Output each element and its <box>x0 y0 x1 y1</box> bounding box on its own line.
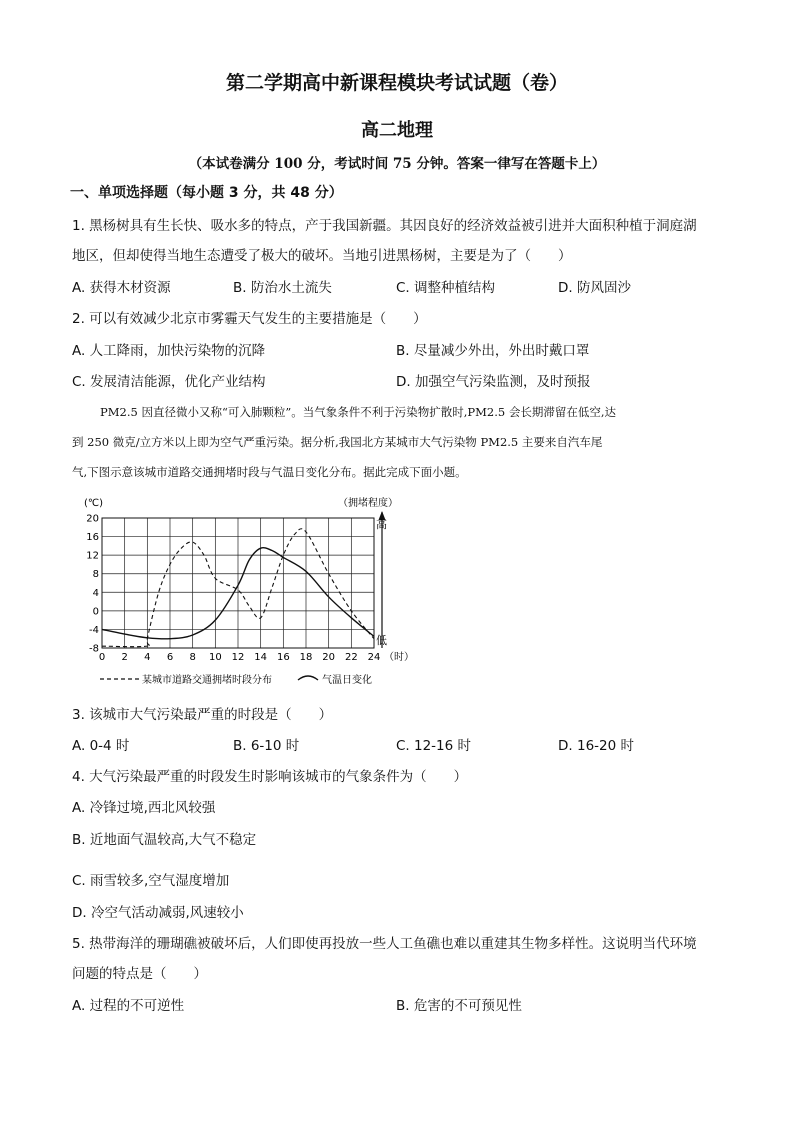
q4-option-c: C. 雨雪较多,空气湿度增加 <box>72 873 230 889</box>
passage-line2: 到 250 微克/立方米以上即为空气严重污染。据分析,我国北方某城市大气污染物 PM2.5 主要来自汽车尾 <box>72 435 603 449</box>
exam-title: 第二学期高中新课程模块考试试题（卷） <box>225 72 568 94</box>
q3-option-d: D. 16-20 时 <box>558 738 634 754</box>
x-tick-label: 10 <box>208 652 222 663</box>
q2-option-b: B. 尽量减少外出，外出时戴口罩 <box>396 343 590 359</box>
y-tick-label: 4 <box>92 587 99 599</box>
q1-option-b: B. 防治水土流失 <box>233 280 332 296</box>
legend-solid-line <box>298 676 318 680</box>
q4-option-a: A. 冷锋过境,西北风较强 <box>72 800 216 816</box>
q5-stem-line2: 问题的特点是（ ） <box>72 966 207 982</box>
q3-option-b: B. 6-10 时 <box>233 738 300 754</box>
y-tick-label: 8 <box>92 569 99 581</box>
q4-stem: 4. 大气污染最严重的时段发生时影响该城市的气象条件为（ ） <box>72 769 468 785</box>
q1-stem-line1: 1. 黑杨树具有生长快、吸水多的特点，产于我国新疆。其因良好的经济效益被引进并大面积种植于洞庭湖 <box>72 218 697 234</box>
x-tick-label: 20 <box>322 652 336 663</box>
x-tick-label: 16 <box>276 652 290 663</box>
passage-line1: PM2.5 因直径微小又称“可入肺颗粒”。当气象条件不利于污染物扩散时,PM2.5 会长期滞留在低空,达 <box>100 405 616 419</box>
q4-option-b: B. 近地面气温较高,大气不稳定 <box>72 832 257 848</box>
q3-option-a: A. 0-4 时 <box>72 738 130 754</box>
q5-stem-line1: 5. 热带海洋的珊瑚礁被破坏后，人们即使再投放一些人工鱼礁也难以重建其生物多样性。这说明当代环境 <box>72 936 697 952</box>
x-tick-label: 8 <box>189 652 196 663</box>
x-tick-label: 2 <box>121 652 128 663</box>
q2-option-c: C. 发展清洁能源，优化产业结构 <box>72 374 266 390</box>
x-tick-label: 4 <box>144 652 151 663</box>
y-tick-label: -4 <box>89 624 99 636</box>
y2-axis-label: （拥堵程度） <box>338 498 398 509</box>
y-tick-label: 16 <box>86 532 99 544</box>
x-tick-label: 0 <box>98 652 106 663</box>
q1-option-a: A. 获得木材资源 <box>72 280 171 296</box>
q3-stem: 3. 该城市大气污染最严重的时段是（ ） <box>72 707 333 723</box>
y-axis-label: (℃) <box>84 498 104 509</box>
x-tick-label: 12 <box>231 652 245 663</box>
x-tick-label: 6 <box>166 652 174 663</box>
q2-option-d: D. 加强空气污染监测，及时预报 <box>396 374 591 390</box>
q4-option-d: D. 冷空气活动减弱,风速较小 <box>72 905 244 921</box>
x-tick-label: 24 <box>367 652 381 663</box>
q2-option-a: A. 人工降雨，加快污染物的沉降 <box>72 343 266 359</box>
x-tick-label: 18 <box>299 652 313 663</box>
q1-option-d: D. 防风固沙 <box>558 280 631 296</box>
legend-traffic-label: 某城市道路交通拥堵时段分布 <box>142 675 272 686</box>
y-tick-label: 12 <box>86 550 99 562</box>
y2-high-label: 高 <box>376 518 387 531</box>
exam-subject: 高二地理 <box>361 120 433 141</box>
passage-line3: 气,下图示意该城市道路交通拥堵时段与气温日变化分布。据此完成下面小题。 <box>72 465 467 479</box>
chart-ticks <box>86 514 380 664</box>
x-tick-label: 14 <box>254 652 268 663</box>
y-tick-label: 20 <box>86 513 99 525</box>
y-tick-label: -8 <box>89 643 99 655</box>
y2-low-label: 低 <box>376 634 387 647</box>
x-axis-unit: （时） <box>384 652 414 663</box>
q2-stem: 2. 可以有效减少北京市雾霾天气发生的主要措施是（ ） <box>72 311 427 327</box>
exam-note: （本试卷满分 100 分，考试时间 75 分钟。答案一律写在答题卡上） <box>188 156 606 172</box>
section-heading: 一、单项选择题（每小题 3 分，共 48 分） <box>70 185 343 201</box>
q1-stem-line2: 地区，但却使得当地生态遭受了极大的破坏。当地引进黑杨树，主要是为了（ ） <box>72 248 572 264</box>
traffic-temperature-chart <box>72 494 422 690</box>
y-tick-label: 0 <box>92 606 99 618</box>
legend-temperature-label: 气温日变化 <box>322 675 372 686</box>
q5-option-a: A. 过程的不可逆性 <box>72 998 185 1014</box>
chart-grid <box>102 511 386 648</box>
x-tick-label: 22 <box>344 652 358 663</box>
q5-option-b: B. 危害的不可预见性 <box>396 998 522 1014</box>
q3-option-c: C. 12-16 时 <box>396 738 472 754</box>
q1-option-c: C. 调整种植结构 <box>396 280 496 296</box>
